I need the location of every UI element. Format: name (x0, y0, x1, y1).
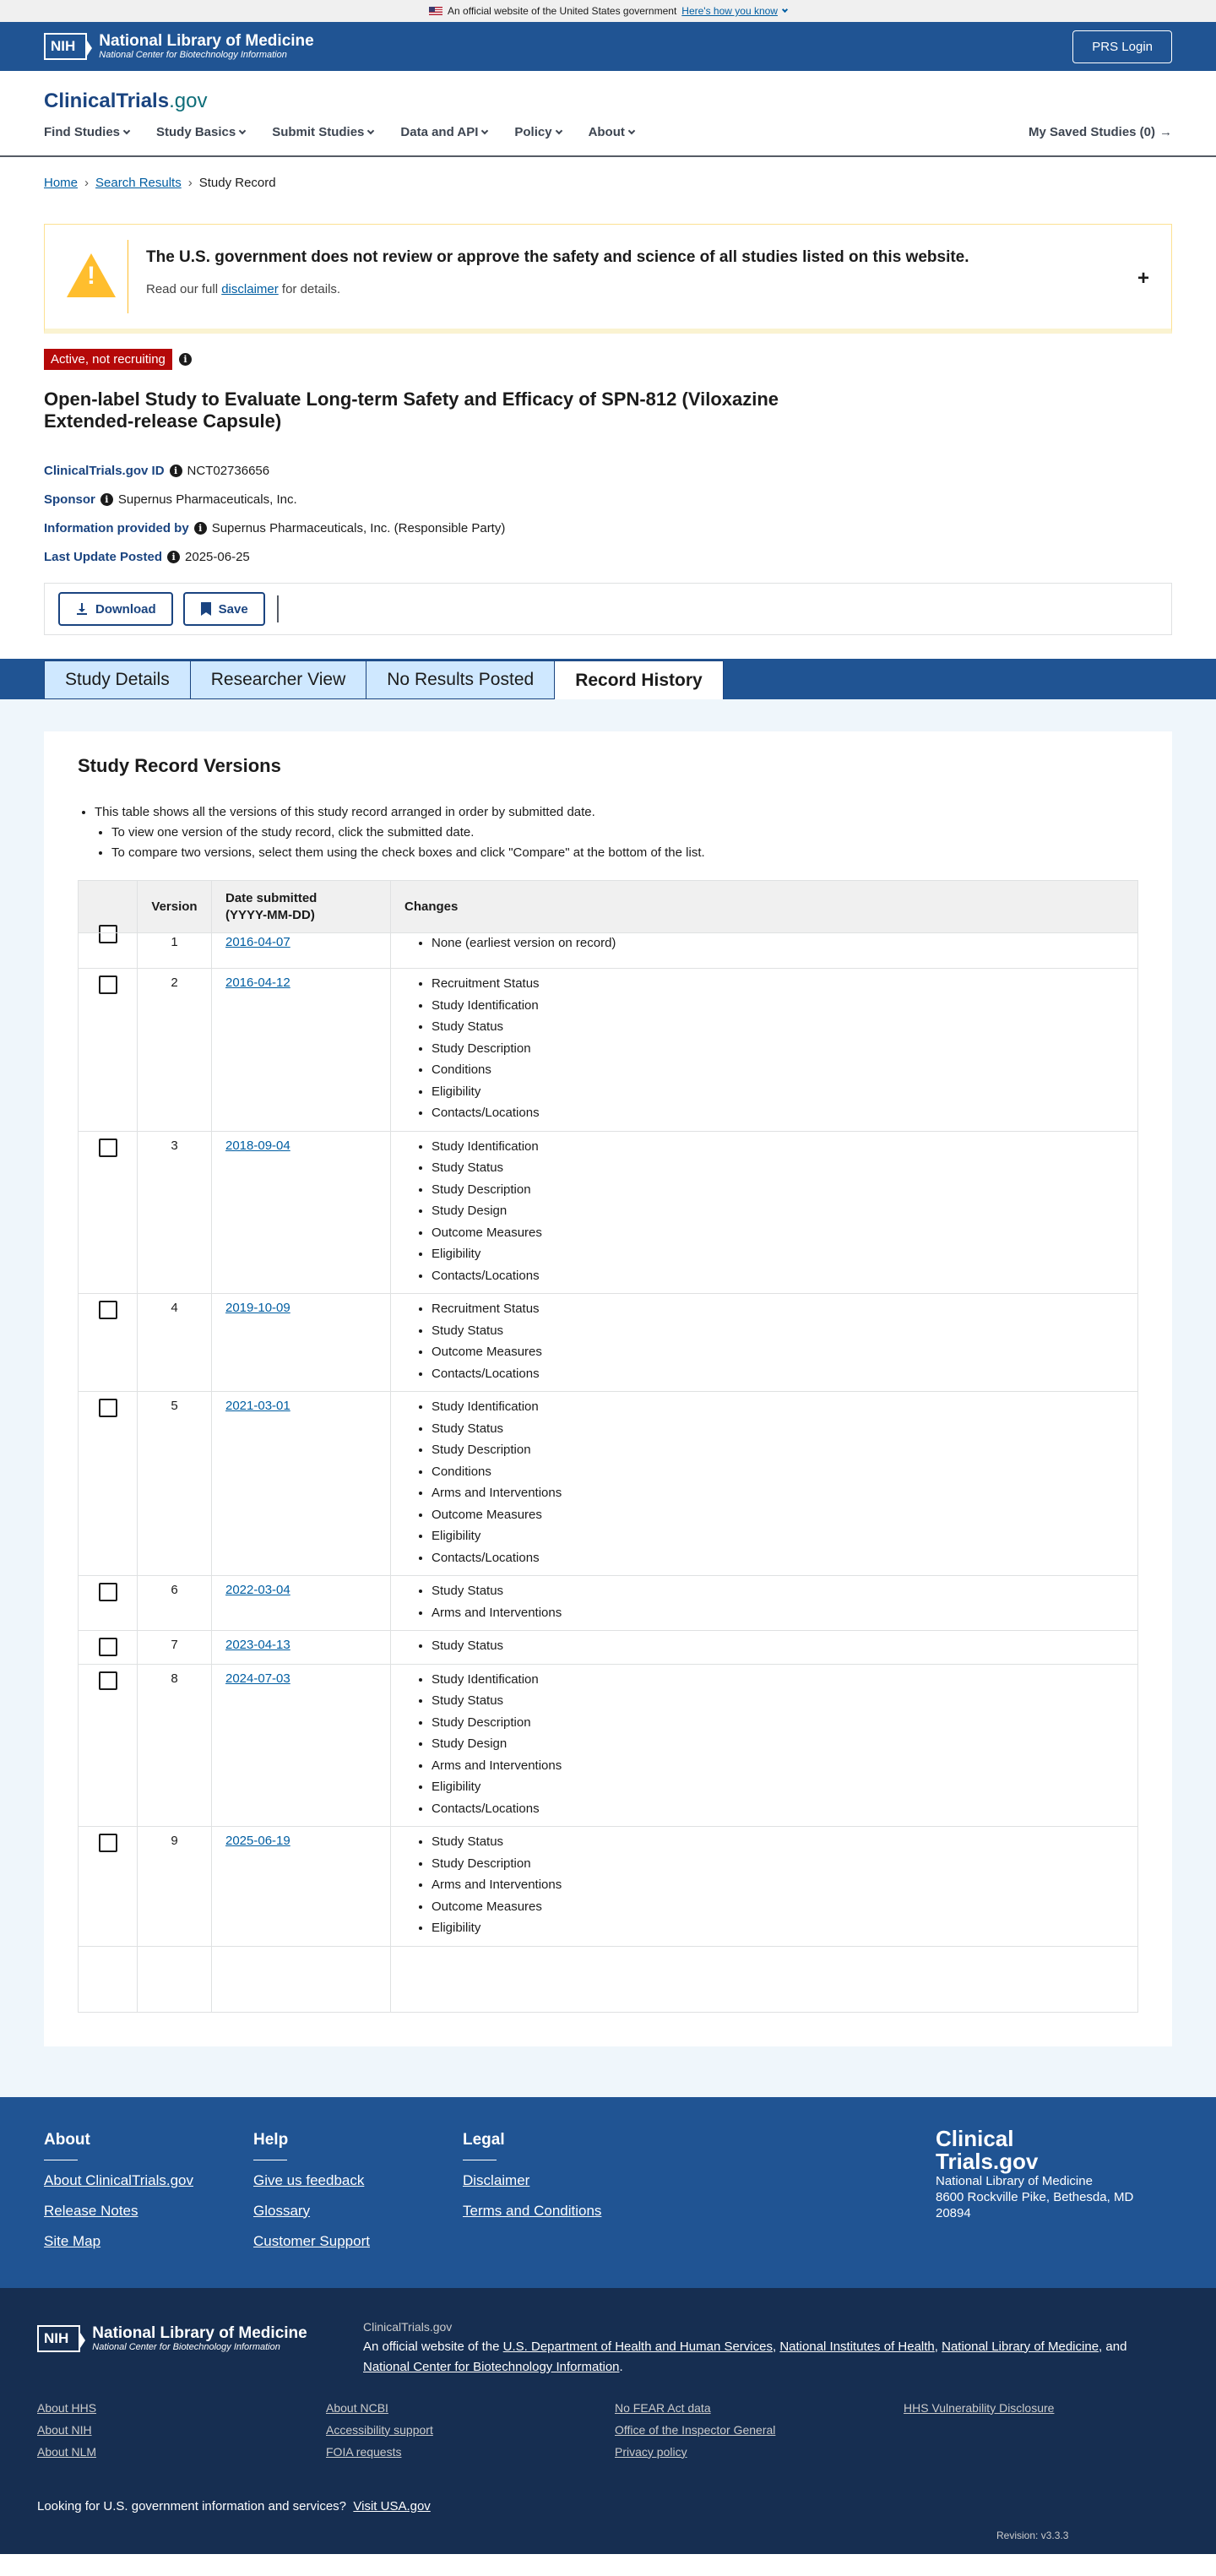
chevron-down-icon (367, 127, 374, 133)
meta-label: Information provided by (44, 520, 189, 535)
version-date-link[interactable]: 2018-09-04 (225, 1138, 290, 1153)
tab-researcher-view[interactable]: Researcher View (190, 660, 367, 699)
breadcrumb-current: Study Record (198, 176, 276, 190)
version-date-link[interactable]: 2016-04-12 (225, 976, 290, 990)
version-date-link[interactable]: 2016-04-07 (225, 935, 290, 949)
alert-text: Read our full disclaimer for details. (146, 282, 341, 296)
version-date-link[interactable]: 2023-04-13 (225, 1638, 290, 1652)
version-date-link[interactable]: 2021-03-01 (225, 1399, 290, 1413)
footer-government (0, 2288, 1216, 2554)
version-changes: • Study Status (391, 1631, 1138, 1665)
nlm-logo[interactable] (44, 33, 314, 60)
tab-no-results-posted[interactable]: No Results Posted (366, 660, 555, 699)
footer-link[interactable]: Customer Support (253, 2232, 370, 2249)
record-history-section (0, 699, 1216, 2097)
nav-about[interactable]: About (589, 125, 634, 139)
version-checkbox[interactable] (99, 1834, 117, 1852)
gov-banner-text: An official website of the United States government (448, 5, 677, 17)
version-checkbox[interactable] (99, 1583, 117, 1601)
table-row (79, 1131, 1138, 1294)
nav-study-basics[interactable]: Study Basics (156, 125, 245, 139)
version-number: 8 (138, 1664, 212, 1827)
info-icon[interactable]: i (194, 522, 207, 535)
status-row (44, 349, 1172, 370)
bookmark-icon (200, 602, 212, 616)
version-number: 1 (138, 933, 212, 969)
version-date-link[interactable]: 2024-07-03 (225, 1671, 290, 1686)
version-number: 9 (138, 1827, 212, 1947)
study-title: Open-label Study to Evaluate Long-term Safety and Efficacy of SPN-812 (Viloxazine Extended-release Capsule) (44, 389, 779, 432)
version-changes: • Study Identification • Study Status • Study Description • Study Design • Outcome Measures • Eligibility • Contacts/Locations (391, 1131, 1138, 1294)
chevron-down-icon (123, 127, 130, 133)
col-date: Date submitted (YYYY-MM-DD) (212, 881, 391, 933)
disclaimer-link[interactable]: disclaimer (221, 282, 279, 296)
col-version: Version (138, 881, 212, 933)
tab-bar (0, 659, 1216, 699)
version-checkbox[interactable] (99, 1671, 117, 1690)
meta-label: Last Update Posted (44, 549, 163, 564)
download-icon (75, 602, 89, 616)
version-checkbox[interactable] (99, 925, 117, 943)
tab-study-details[interactable]: Study Details (44, 660, 191, 699)
version-checkbox[interactable] (99, 1301, 117, 1319)
footer-legal: Legal Disclaimer Terms and Conditions (463, 2130, 602, 2219)
prs-login-button[interactable]: PRS Login (1072, 30, 1172, 63)
chevron-down-icon (628, 127, 635, 133)
versions-table (78, 880, 1138, 2013)
version-changes: • Recruitment Status • Study Identification • Study Status • Study Description • Conditions • Eligibility • Contacts/Locations (391, 969, 1138, 1132)
meta-value: Supernus Pharmaceuticals, Inc. (117, 492, 297, 507)
version-number: 2 (138, 969, 212, 1132)
us-flag-icon (429, 7, 442, 15)
nih-logo: NIH (44, 33, 87, 60)
version-checkbox[interactable] (99, 976, 117, 994)
table-row (79, 1827, 1138, 1947)
table-row (79, 1664, 1138, 1827)
arrow-right-icon: → (1159, 125, 1172, 139)
chevron-down-icon (481, 127, 488, 133)
footer-link[interactable]: Terms and Conditions (463, 2202, 602, 2219)
table-row (79, 969, 1138, 1132)
version-changes: • Study Status • Study Description • Arms and Interventions • Outcome Measures • Eligibility (391, 1827, 1138, 1947)
footer-link[interactable]: Disclaimer (463, 2171, 530, 2188)
nlm-header (0, 22, 1216, 71)
meta-label: Sponsor (44, 492, 95, 507)
footer-help: Help Give us feedback Glossary Customer Support (253, 2130, 370, 2249)
chevron-down-icon (782, 6, 788, 12)
status-badge: Active, not recruiting (44, 349, 172, 370)
versions-heading: Study Record Versions (78, 755, 281, 776)
footer-gov-links: About HHS About NCBI No FEAR Act data HHS Vulnerability Disclosure About NIH Accessibility support Office of the Inspector General About NLM FOIA requests Privacy policy (37, 2400, 1055, 2459)
nav-submit-studies[interactable]: Submit Studies (272, 125, 373, 139)
footer-link[interactable]: About ClinicalTrials.gov (44, 2171, 193, 2188)
version-changes: • Study Identification • Study Status • Study Description • Study Design • Arms and Interventions • Eligibility • Contacts/Locations (391, 1664, 1138, 1827)
info-icon[interactable]: i (179, 353, 192, 366)
footer-link[interactable]: Release Notes (44, 2202, 138, 2219)
gov-banner (0, 0, 1216, 22)
footer-link[interactable]: Glossary (253, 2202, 311, 2219)
version-date-link[interactable]: 2022-03-04 (225, 1583, 290, 1597)
version-checkbox[interactable] (99, 1638, 117, 1656)
table-row (79, 933, 1138, 969)
version-changes: • Recruitment Status • Study Status • Outcome Measures • Contacts/Locations (391, 1294, 1138, 1392)
footer-nlm-logo[interactable]: NIH National Library of Medicine National Center for Biotechnology Information (37, 2325, 307, 2352)
versions-intro: • This table shows all the versions of this study record arranged in order by submitted date. • To view one version of the study record, click the submitted date. • To compare two versions, select them using the check boxes and click "Compare" at the bottom of the list. (78, 802, 1138, 863)
meta-value: 2025-06-25 (185, 549, 250, 564)
version-number: 6 (138, 1576, 212, 1631)
nav-data-api[interactable]: Data and API (400, 125, 487, 139)
nav-policy[interactable]: Policy (514, 125, 561, 139)
nlm-title: National Library of Medicine (99, 32, 314, 50)
warning-icon (67, 253, 116, 297)
col-changes: Changes (391, 881, 1138, 933)
breadcrumb-search-results[interactable]: Search Results (95, 176, 182, 190)
version-number: 4 (138, 1294, 212, 1392)
version-checkbox[interactable] (99, 1399, 117, 1417)
breadcrumb (0, 157, 1216, 190)
chevron-down-icon (239, 127, 246, 133)
chevron-right-icon: › (187, 176, 193, 190)
my-saved-studies-link[interactable]: My Saved Studies (0) → (1028, 125, 1172, 139)
main-nav (44, 125, 1172, 139)
chevron-down-icon (555, 127, 562, 133)
version-number: 5 (138, 1392, 212, 1576)
alert-title: The U.S. government does not review or approve the safety and science of all studies listed on this website. (146, 248, 969, 266)
version-changes: • Study Status • Arms and Interventions (391, 1576, 1138, 1631)
version-checkbox[interactable] (99, 1139, 117, 1157)
footer-official-text: ClinicalTrials.gov An official website of the U.S. Department of Health and Human Services, National Institutes of Health, National Library of Medicine, and National Center for Biotechnology Information. (363, 2319, 1127, 2374)
table-row (79, 1294, 1138, 1392)
table-row (79, 1392, 1138, 1576)
action-bar (44, 583, 1172, 635)
chevron-right-icon: › (84, 176, 90, 190)
save-button[interactable]: Save (183, 592, 265, 626)
disclaimer-alert (44, 224, 1172, 334)
tab-record-history[interactable]: Record History (554, 660, 724, 699)
heres-how-link[interactable]: Here's how you know (681, 5, 778, 17)
info-icon[interactable]: i (167, 551, 180, 563)
meta-value: NCT02736656 (187, 463, 270, 478)
nav-find-studies[interactable]: Find Studies (44, 125, 129, 139)
version-number: 7 (138, 1631, 212, 1665)
clinicaltrials-logo[interactable]: ClinicalTrials.gov (44, 90, 208, 112)
meta-value: Supernus Pharmaceuticals, Inc. (Responsible Party) (211, 520, 506, 535)
download-button[interactable]: Download (58, 592, 173, 626)
table-row (79, 1576, 1138, 1631)
nlm-subtitle: National Center for Biotechnology Information (99, 50, 287, 60)
footer-link[interactable]: Give us feedback (253, 2171, 365, 2188)
site-header (0, 71, 1216, 157)
version-date-link[interactable]: 2025-06-19 (225, 1834, 290, 1848)
version-number: 3 (138, 1131, 212, 1294)
expand-icon[interactable]: + (1137, 267, 1149, 290)
version-date-link[interactable]: 2019-10-09 (225, 1301, 290, 1315)
info-icon[interactable]: i (170, 465, 182, 477)
table-row (79, 1631, 1138, 1665)
revision: Revision: v3.3.3 (996, 2529, 1069, 2541)
footer-links (0, 2097, 1216, 2288)
version-changes: • Study Identification • Study Status • Study Description • Conditions • Arms and Interventions • Outcome Measures • Eligibility • Contacts/Locations (391, 1392, 1138, 1576)
footer-brand: Clinical Trials.gov National Library of Medicine 8600 Rockville Pike, Bethesda, MD 20894 (936, 2125, 1134, 2220)
footer-about: About About ClinicalTrials.gov Release Notes Site Map (44, 2130, 193, 2249)
study-meta (44, 456, 1172, 571)
versions-card (44, 731, 1172, 2046)
usa-gov-line: Looking for U.S. government information and services? Visit USA.gov (37, 2498, 431, 2514)
meta-label: ClinicalTrials.gov ID (44, 463, 165, 478)
footer-link[interactable]: Site Map (44, 2232, 101, 2249)
info-icon[interactable]: i (100, 493, 113, 506)
breadcrumb-home[interactable]: Home (44, 176, 79, 190)
version-changes: • None (earliest version on record) (391, 933, 1138, 969)
